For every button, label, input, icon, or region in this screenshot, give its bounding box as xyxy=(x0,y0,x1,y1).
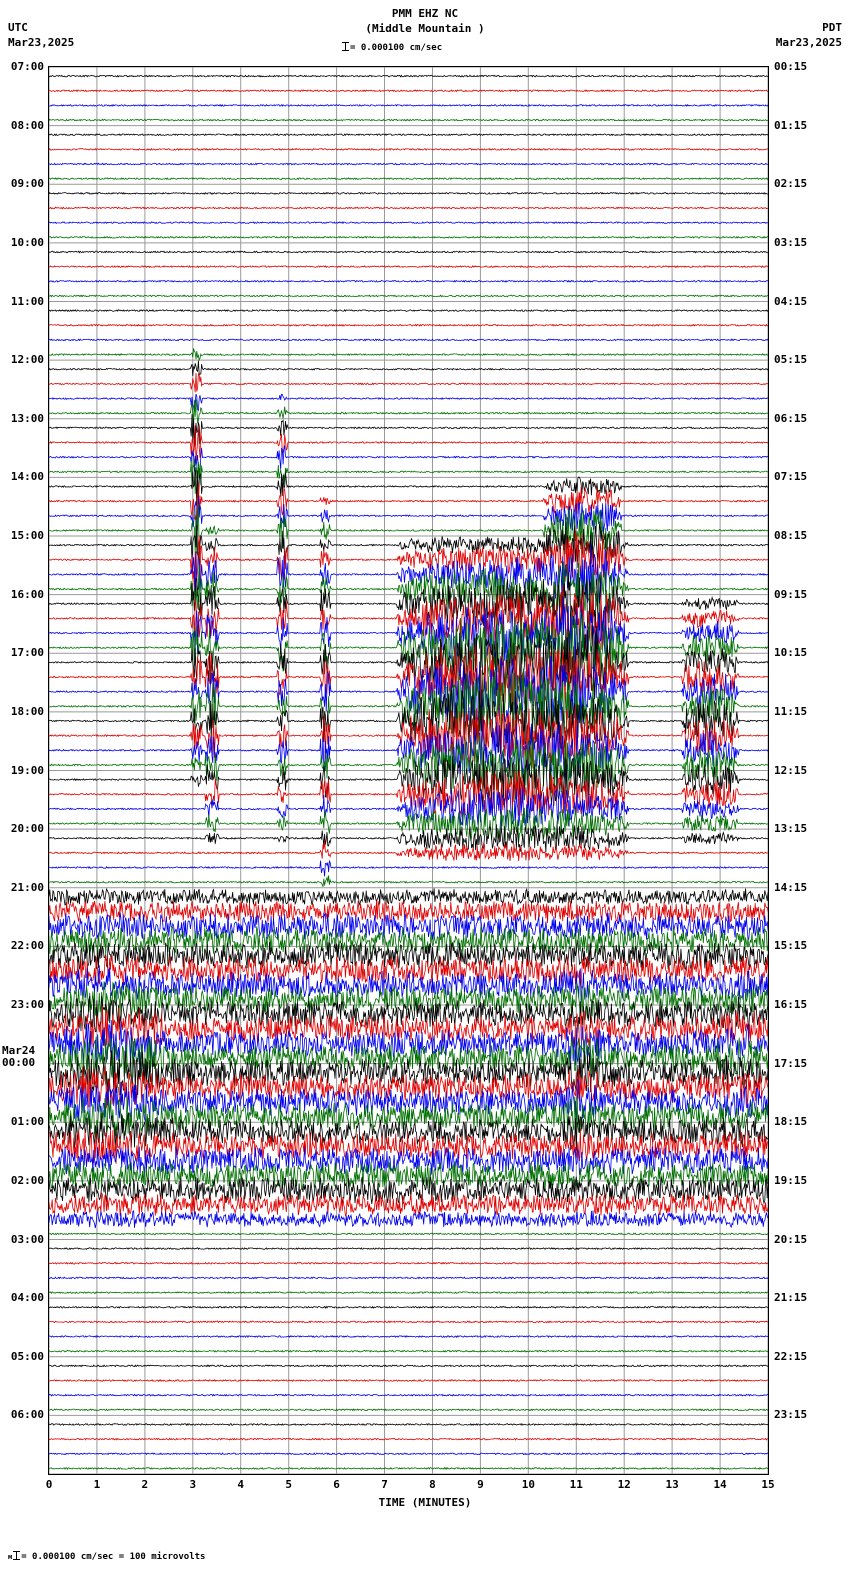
x-axis-ticks xyxy=(45,1476,775,1494)
time-label-left-3: 10:00 xyxy=(10,235,44,249)
timezone-left: UTC xyxy=(8,21,28,34)
time-label-left-21: 04:00 xyxy=(10,1291,44,1305)
helicorder-plot xyxy=(48,66,769,1475)
x-tick-2: 2 xyxy=(141,1478,149,1491)
date-right: Mar23,2025 xyxy=(775,36,842,49)
time-label-left-12: 19:00 xyxy=(10,763,44,777)
time-label-left-5: 12:00 xyxy=(10,353,44,367)
time-label-right-17: 17:15 xyxy=(774,1056,808,1070)
x-tick-3: 3 xyxy=(189,1478,197,1491)
time-label-left-9: 16:00 xyxy=(10,587,44,601)
x-tick-0: 0 xyxy=(45,1478,53,1491)
time-label-left-1: 08:00 xyxy=(10,118,44,132)
time-label-left-14: 21:00 xyxy=(10,880,44,894)
footer-scale xyxy=(8,1550,205,1562)
x-tick-1: 1 xyxy=(93,1478,101,1491)
time-label-right-21: 21:15 xyxy=(774,1291,808,1305)
time-label-right-5: 05:15 xyxy=(774,353,808,367)
x-tick-12: 12 xyxy=(617,1478,631,1491)
x-tick-11: 11 xyxy=(569,1478,583,1491)
time-label-right-4: 04:15 xyxy=(774,294,808,308)
header-center xyxy=(0,6,850,36)
time-label-left-15: 22:00 xyxy=(10,939,44,953)
time-label-left-13: 20:00 xyxy=(10,822,44,836)
time-label-right-22: 22:15 xyxy=(774,1349,808,1363)
x-tick-4: 4 xyxy=(237,1478,245,1491)
time-label-left-8: 15:00 xyxy=(10,529,44,542)
time-label-right-13: 13:15 xyxy=(774,822,808,836)
time-label-left-4: 11:00 xyxy=(10,294,44,308)
x-tick-13: 13 xyxy=(665,1478,679,1491)
time-label-left-19: 02:00 xyxy=(10,1173,44,1187)
time-label-left-7: 14:00 xyxy=(10,470,44,484)
time-label-left-20: 03:00 xyxy=(10,1232,44,1246)
x-tick-15: 15 xyxy=(761,1478,775,1491)
time-label-left-17: Mar24 00:00 xyxy=(2,1043,36,1069)
time-label-right-6: 06:15 xyxy=(774,411,808,425)
date-left: Mar23,2025 xyxy=(8,36,75,49)
header-right xyxy=(776,20,842,50)
x-tick-10: 10 xyxy=(521,1478,535,1491)
time-label-right-15: 15:15 xyxy=(774,939,808,953)
time-label-right-9: 09:15 xyxy=(774,587,808,601)
station-title: PMM EHZ NC xyxy=(391,7,459,20)
time-label-left-22: 05:00 xyxy=(10,1349,44,1363)
time-label-right-14: 14:15 xyxy=(774,880,808,894)
time-label-left-2: 09:00 xyxy=(10,177,44,191)
scale-label: = 0.000100 cm/sec xyxy=(350,43,443,53)
x-tick-8: 8 xyxy=(429,1478,436,1491)
footer-scale-bar-icon xyxy=(16,1551,17,1560)
time-label-left-23: 06:00 xyxy=(10,1408,44,1422)
x-axis-title: TIME (MINUTES) xyxy=(378,1496,472,1509)
time-label-right-2: 02:15 xyxy=(774,177,808,191)
time-label-left-10: 17:00 xyxy=(10,646,44,660)
time-label-right-16: 16:15 xyxy=(774,998,808,1011)
time-label-right-18: 18:15 xyxy=(774,1115,808,1129)
time-label-right-20: 20:15 xyxy=(774,1232,808,1246)
time-label-right-10: 10:15 xyxy=(774,646,808,660)
time-label-right-3: 03:15 xyxy=(774,235,808,249)
footer-prefix: м xyxy=(8,1553,13,1561)
time-label-right-7: 07:15 xyxy=(774,470,808,484)
timezone-right: PDT xyxy=(822,21,842,34)
scale-indicator xyxy=(345,41,442,53)
x-tick-7: 7 xyxy=(381,1478,388,1491)
time-label-right-1: 01:15 xyxy=(774,118,808,132)
footer-label: = 0.000100 cm/sec = 100 microvolts xyxy=(21,1552,206,1562)
x-tick-9: 9 xyxy=(477,1478,484,1491)
x-tick-6: 6 xyxy=(333,1478,340,1491)
time-label-left-11: 18:00 xyxy=(10,704,44,718)
time-label-left-18: 01:00 xyxy=(10,1115,44,1129)
x-tick-5: 5 xyxy=(285,1478,292,1491)
time-label-right-23: 23:15 xyxy=(774,1408,808,1422)
time-label-right-12: 12:15 xyxy=(774,763,808,777)
time-label-right-11: 11:15 xyxy=(774,704,808,718)
time-label-right-0: 00:15 xyxy=(774,60,808,73)
station-location: (Middle Mountain ) xyxy=(365,22,485,35)
time-label-right-8: 08:15 xyxy=(774,529,808,542)
x-tick-14: 14 xyxy=(713,1478,727,1491)
time-label-left-0: 07:00 xyxy=(10,60,44,73)
time-label-left-6: 13:00 xyxy=(10,411,44,425)
time-label-right-19: 19:15 xyxy=(774,1173,808,1187)
time-label-left-16: 23:00 xyxy=(10,998,44,1011)
scale-bar-icon xyxy=(345,42,346,51)
